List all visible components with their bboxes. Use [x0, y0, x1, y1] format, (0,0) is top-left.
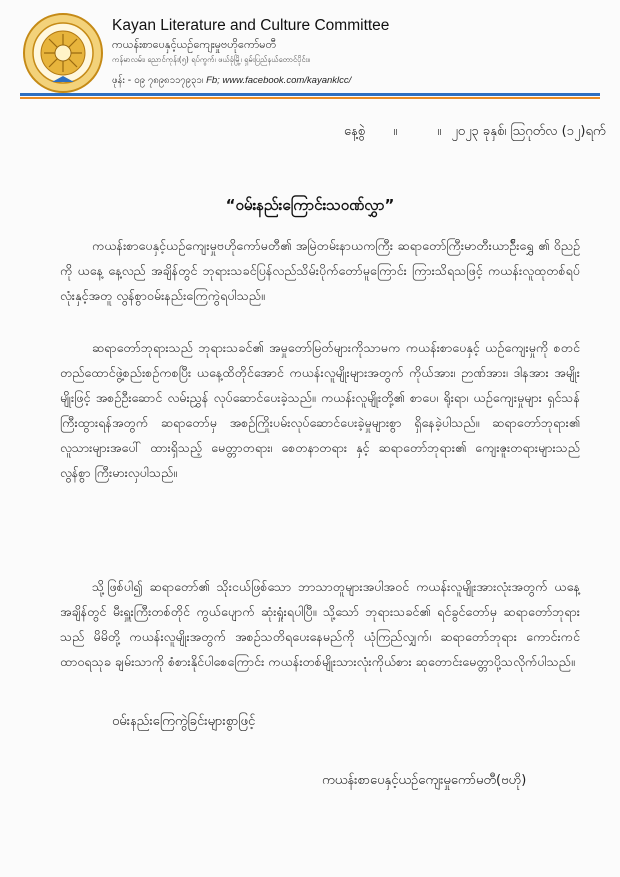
date-value: ၂၀၂၃ ခုနှစ်၊ ဩဂုတ်လ (၁၂)ရက် [451, 124, 606, 139]
org-name-myanmar: ကယန်းစာပေနှင့်ယဉ်ကျေးမှုဗဟိုကော်မတီ [112, 38, 277, 51]
closing-line: ဝမ်းနည်းကြေကွဲခြင်းများစွာဖြင့် [112, 714, 256, 729]
body-paragraph: ဆရာတော်ဘုရားသည် ဘုရားသခင်၏ အမှုတော်မြတ်များကိုသာမက ကယန်းစာပေနှင့် ယဉ်ကျေးမှုကို စတင်တည်ထောင်ဖွဲ့စည်းစဉ်ကစပြီး ယနေ့ထိတိုင်အောင် ကယန်းလူမျိုးများအတွက် ကိုယ်အား၊ ဉာဏ်အား၊ ဒါနအား အမျိုးမျိုးဖြင့် အစဉ်ဦးဆောင် လမ်းညွှန် လုပ်ဆောင်ပေးခဲ့သည်။ ကယန်းလူမျိုးတို့၏ စာပေ၊ ရိုးရာ၊ ယဉ်ကျေးမှုများ ရှင်သန်ကြီးထွားရန်အတွက် ဆရာတော်မှ အစဉ်ကြိုးပမ်းလုပ်ဆောင်ပေးခဲ့မှုများစွာ ရှိနေခဲ့ပါသည်။ ဆရာတော်ဘုရား၏ လူသားများအပေါ် ထားရှိသည့် မေတ္တာတရား၊ စေတနာတရား နှင့် ဆရာတော်ဘုရား၏ ကျေးဇူးတရားများသည် လွန်စွာ ကြီးမားလှပါသည်။ [60, 340, 580, 480]
body-paragraph: သို့ဖြစ်ပါ၍ ဆရာတော်၏ သိုးငယ်ဖြစ်သော ဘာသာတူများအပါအဝင် ကယန်းလူမျိုးအားလုံးအတွက် ယနေ့အချိန်တွင် မီးရှူးကြီးတစ်တိုင် ကွယ်ပျောက် ဆုံးရှုံးရပါပြီ။ သို့သော် ဘုရားသခင်၏ ရင်ခွင်တော်မှ ဆရာတော်ဘုရားသည် မိမိတို့ ကယန်းလူမျိုးအတွက် အစဉ်သတိရပေးနေမည်ကို ယုံကြည်လျှက်၊ ဆရာတော်ဘုရား ကောင်းကင်ထာဝရသုခ ချမ်းသာကို စံစားနိုင်ပါစေကြောင်း ကယန်းတစ်မျိုးသားလုံးကိုယ်စား ဆုတောင်းမေတ္တာပို့သလိုက်ပါသည်။ [60, 579, 580, 669]
phone-number: ဖုန်း - ၀၉ ၇၈၉၈၁၁၇၉၃၁၊ [112, 75, 207, 86]
committee-seal-logo [22, 12, 104, 94]
date-label: နေ့စွဲ [344, 124, 366, 139]
facebook-url: Fb; www.facebook.com/kayanklcc/ [206, 75, 352, 86]
date-separator: ။ [437, 124, 442, 139]
date-line [344, 123, 612, 142]
date-separator: ။ [393, 124, 398, 139]
signature-line: ကယန်းစာပေနှင့်ယဉ်ကျေးမှုကော်မတီ(ဗဟို) [322, 773, 527, 788]
body-paragraph: ကယန်းစာပေနှင့်ယဉ်ကျေးမှုဗဟိုကော်မတီ၏ အမြဲတမ်းနာယကကြီး ဆရာတော်ကြီးမာတီးယာဥ်ီးရွှေ ၏ ဝိညဉ်ကို ယနေ့ နေ့လည် အချိန်တွင် ဘုရားသခင်ပြန်လည်သိမ်းပိုက်တော်မူကြောင်း ကြားသိရသဖြင့် ကယန်းလူထုတစ်ရပ်လုံးနှင့်အတူ လွန်စွာဝမ်းနည်းကြေကွဲရပါသည်။ [60, 238, 580, 303]
letter-title: “ဝမ်းနည်းကြောင်းသဝဏ်လွှာ” [225, 196, 395, 214]
org-contact-line [112, 74, 351, 88]
letterhead-rule-blue [20, 93, 600, 96]
org-address: ကန်မာလမ်း၊ ညောင်ကုန်း(၅) ရပ်ကွက်၊ ဖယ်ခုံမြို့၊ ရှမ်းပြည်နယ်တောင်ပိုင်း။ [112, 55, 310, 64]
letterhead-rule-orange [20, 97, 600, 99]
org-name-english: Kayan Literature and Culture Committee [112, 17, 390, 34]
